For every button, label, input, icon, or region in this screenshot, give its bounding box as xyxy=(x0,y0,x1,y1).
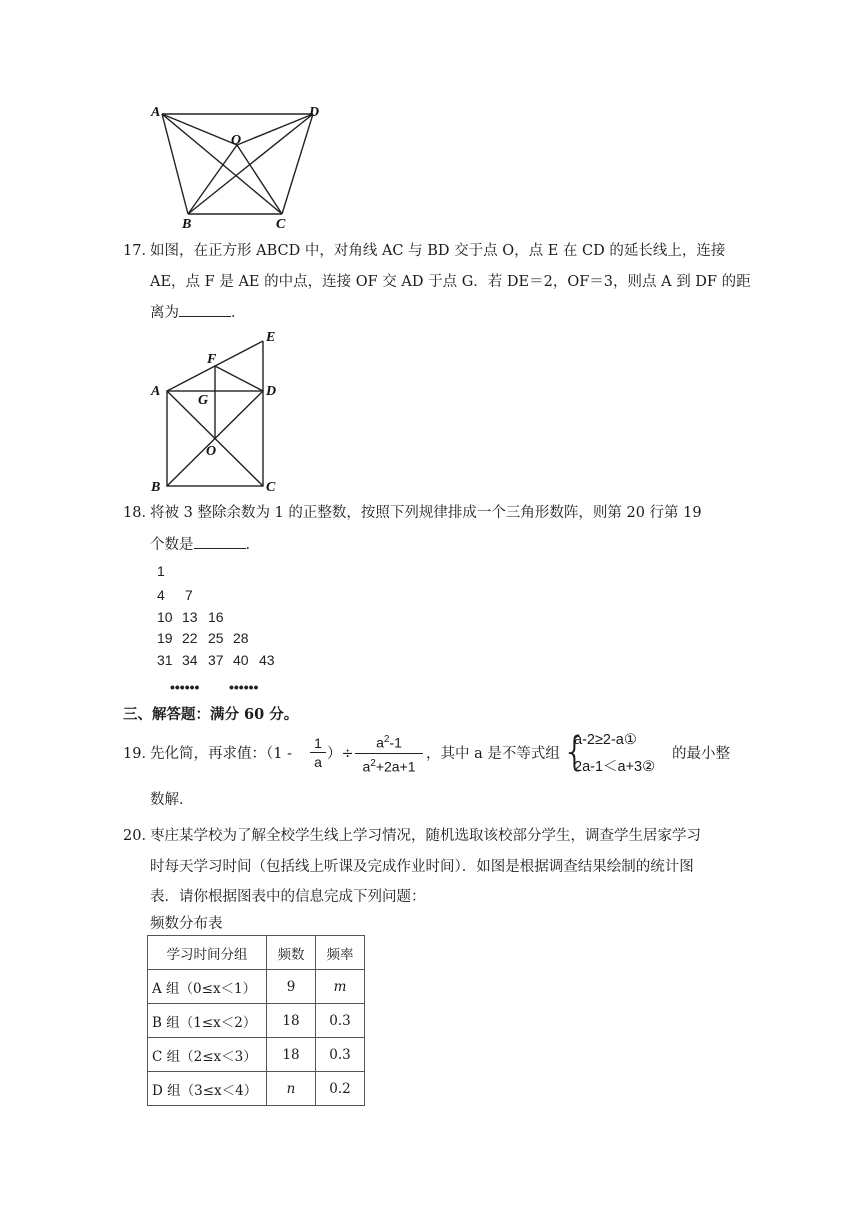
cell-count: 18 xyxy=(267,1038,316,1072)
ellipsis-dots: •••••• xyxy=(229,679,259,695)
answer-blank-17[interactable] xyxy=(179,302,231,317)
label-e: E xyxy=(266,330,276,345)
table-row xyxy=(148,1038,365,1072)
cell-rate: m xyxy=(316,970,365,1004)
tri-cell: 7 xyxy=(185,587,193,603)
label-a: A xyxy=(151,384,161,399)
question-18-line-2 xyxy=(150,534,260,555)
q19-pre: 先化简，再求值：（1 - xyxy=(150,746,292,762)
cell-rate: 0.2 xyxy=(316,1072,365,1106)
frequency-table xyxy=(147,935,365,1106)
label-b: B xyxy=(151,480,161,495)
label-o: O xyxy=(206,444,217,459)
tri-cell: 25 xyxy=(208,630,224,646)
cell-rate: 0.3 xyxy=(316,1038,365,1072)
q18-line2-post: ． xyxy=(245,537,260,553)
fraction-1-over-a xyxy=(310,734,326,771)
cell-group: A 组（0≤x＜1） xyxy=(148,970,267,1004)
q20-line-1: 枣庄某学校为了解全校学生线上学习情况，随机选取该校部分学生，调查学生居家学习 xyxy=(150,828,701,844)
question-18-number: 18． xyxy=(123,505,156,521)
tri-cell: 4 xyxy=(157,587,165,603)
q19-line-2: 数解． xyxy=(150,792,194,808)
label-d: D xyxy=(309,105,320,120)
inequality-2: 2a-1＜a+3② xyxy=(574,759,656,775)
fraction-2 xyxy=(355,730,423,776)
q19-post: ，其中 a 是不等式组 xyxy=(426,746,560,762)
tri-cell: 43 xyxy=(259,652,275,668)
label-o: O xyxy=(231,133,242,148)
cell-group: D 组（3≤x＜4） xyxy=(148,1072,267,1106)
ellipsis-dots: •••••• xyxy=(170,679,200,695)
cell-count: 9 xyxy=(267,970,316,1004)
q20-line-2: 时每天学习时间（包括线上听课及完成作业时间）．如图是根据调查结果绘制的统计图 xyxy=(150,859,694,875)
q19-tail: 的最小整 xyxy=(672,746,730,762)
label-d: D xyxy=(266,384,277,399)
q17-line3-post: ． xyxy=(231,305,246,321)
cell-count: n xyxy=(267,1072,316,1106)
table-title: 频数分布表 xyxy=(150,916,223,932)
label-c: C xyxy=(266,480,276,495)
cell-group: B 组（1≤x＜2） xyxy=(148,1004,267,1038)
tri-cell: 19 xyxy=(157,630,173,646)
table-row xyxy=(148,1004,365,1038)
q19-mid: ）÷ xyxy=(327,746,354,762)
frac1-denominator: a xyxy=(310,752,326,771)
inequality-1: a-2≥2-a① xyxy=(574,732,637,748)
question-18-line-1: 将被 3 整除余数为 1 的正整数，按照下列规律排成一个三角形数阵，则第 20 行第 19 xyxy=(150,505,702,521)
question-17-number: 17． xyxy=(123,243,156,259)
section-heading: 三、解答题：满分 60 分。 xyxy=(123,706,299,723)
cell-rate: 0.3 xyxy=(316,1004,365,1038)
label-f: F xyxy=(207,352,217,367)
table-row xyxy=(148,970,365,1004)
tri-cell: 22 xyxy=(182,630,198,646)
tri-cell: 37 xyxy=(208,652,224,668)
q17-line3-pre: 离为 xyxy=(150,305,179,321)
cell-group: C 组（2≤x＜3） xyxy=(148,1038,267,1072)
label-b: B xyxy=(182,217,192,230)
header-count: 频数 xyxy=(267,936,316,970)
question-19-number: 19． xyxy=(123,746,156,762)
frac2-numerator: $a^2-1$ xyxy=(376,734,402,751)
label-c: C xyxy=(276,217,286,230)
table-header-row xyxy=(148,936,365,970)
frac2-denominator: $a^2+2a+1$ xyxy=(355,753,423,777)
tri-cell: 13 xyxy=(182,609,198,625)
tri-cell: 40 xyxy=(233,652,249,668)
label-g: G xyxy=(198,393,209,408)
question-17-line-2: AE，点 F 是 AE 的中点，连接 OF 交 AD 于点 G．若 DE＝2，OF＝3，则点 A 到 DF 的距 xyxy=(150,274,751,290)
tri-cell: 34 xyxy=(182,652,198,668)
trapezoid-figure xyxy=(145,100,335,230)
tri-cell: 31 xyxy=(157,652,173,668)
question-20-number: 20． xyxy=(123,828,156,844)
table-row xyxy=(148,1072,365,1106)
tri-cell: 10 xyxy=(157,609,173,625)
inequality-brace: { xyxy=(562,729,588,775)
header-rate: 频率 xyxy=(316,936,365,970)
question-17-line-1: 如图，在正方形 ABCD 中，对角线 AC 与 BD 交于点 O，点 E 在 CD 的延长线上，连接 xyxy=(150,243,726,259)
cell-count: 18 xyxy=(267,1004,316,1038)
header-group: 学习时间分组 xyxy=(148,936,267,970)
question-17-line-3 xyxy=(150,302,246,323)
label-a: A xyxy=(151,105,161,120)
square-figure xyxy=(145,325,295,495)
answer-blank-18[interactable] xyxy=(194,534,246,549)
tri-cell: 1 xyxy=(157,563,165,579)
tri-cell: 16 xyxy=(208,609,224,625)
frac1-numerator: 1 xyxy=(314,735,322,751)
q18-line2-pre: 个数是 xyxy=(150,537,194,553)
q20-line-3: 表．请你根据图表中的信息完成下列问题： xyxy=(150,889,426,905)
tri-cell: 28 xyxy=(233,630,249,646)
